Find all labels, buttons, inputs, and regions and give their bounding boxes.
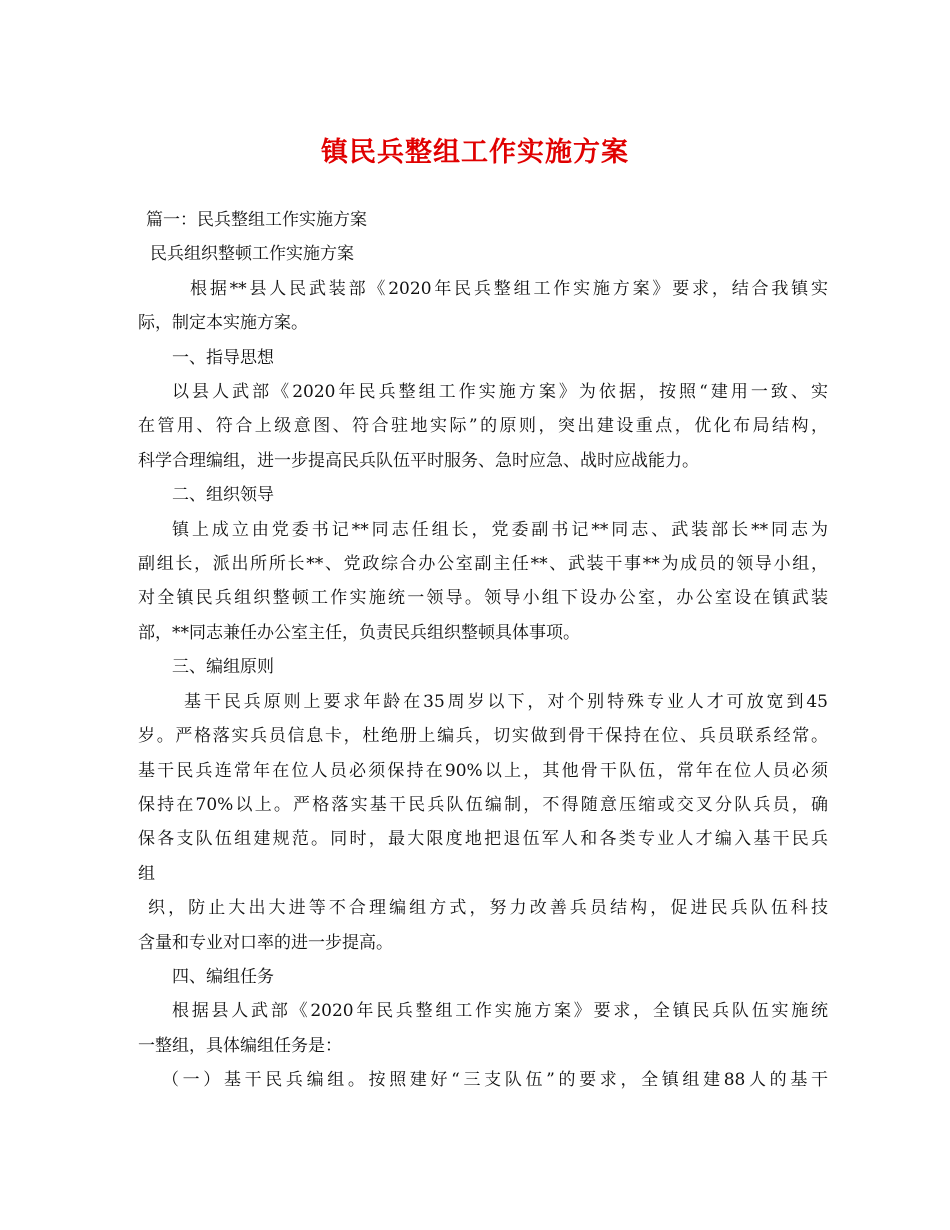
text-line: 篇一：民兵整组工作实施方案 bbox=[146, 210, 367, 230]
text-line: 基干民兵原则上要求年龄在35周岁以下，对个别特殊专业人才可放宽到45 bbox=[184, 691, 828, 712]
text-line: 含量和专业对口率的进一步提高。 bbox=[138, 932, 393, 953]
text-line: 在管用、符合上级意图、符合驻地实际”的原则，突出建设重点，优化布局结构， bbox=[138, 416, 828, 437]
text-line: 际，制定本实施方案。 bbox=[138, 313, 308, 334]
text-line: 以县人武部《2020年民兵整组工作实施方案》为依据，按照“建用一致、实 bbox=[172, 382, 828, 403]
text-line: 根据**县人民武装部《2020年民兵整组工作实施方案》要求，结合我镇实 bbox=[190, 278, 828, 299]
text-line: 部，**同志兼任办公室主任，负责民兵组织整顿具体事项。 bbox=[138, 622, 580, 643]
text-line: 织，防止大出大进等不合理编组方式，努力改善兵员结构，促进民兵队伍科技 bbox=[148, 898, 828, 919]
text-line: （一）基干民兵编组。按照建好“三支队伍”的要求，全镇组建88人的基干 bbox=[162, 1070, 828, 1091]
text-line: 副组长，派出所所长**、党政综合办公室副主任**、武装干事**为成员的领导小组， bbox=[138, 554, 828, 575]
text-line: 四、编组任务 bbox=[172, 966, 274, 987]
text-line: 科学合理编组，进一步提高民兵队伍平时服务、急时应急、战时应战能力。 bbox=[138, 450, 699, 471]
text-line: 二、组织领导 bbox=[172, 485, 274, 506]
text-line: 镇上成立由党委书记**同志任组长，党委副书记**同志、武装部长**同志为 bbox=[172, 519, 828, 540]
text-line: 根据县人武部《2020年民兵整组工作实施方案》要求，全镇民兵队伍实施统 bbox=[172, 1001, 828, 1022]
text-line: 民兵组织整顿工作实施方案 bbox=[150, 244, 354, 265]
text-line: 基干民兵连常年在位人员必须保持在90%以上，其他骨干队伍，常年在位人员必须 bbox=[138, 760, 828, 781]
text-line: 保各支队伍组建规范。同时，最大限度地把退伍军人和各类专业人才编入基干民兵 bbox=[138, 829, 828, 850]
text-line: 组 bbox=[138, 863, 155, 884]
text-line: 三、编组原则 bbox=[172, 657, 274, 678]
text-line: 保持在70%以上。严格落实基干民兵队伍编制，不得随意压缩或交叉分队兵员，确 bbox=[138, 794, 828, 815]
text-line: 一、指导思想 bbox=[172, 347, 274, 368]
text-line: 一整组，具体编组任务是： bbox=[138, 1035, 342, 1056]
text-line: 对全镇民兵组织整顿工作实施统一领导。领导小组下设办公室，办公室设在镇武装 bbox=[138, 588, 828, 609]
document-title: 镇民兵整组工作实施方案 bbox=[321, 137, 629, 168]
document-body bbox=[138, 203, 828, 1098]
text-line: 岁。严格落实兵员信息卡，杜绝册上编兵，切实做到骨干保持在位、兵员联系经常。 bbox=[138, 726, 828, 747]
